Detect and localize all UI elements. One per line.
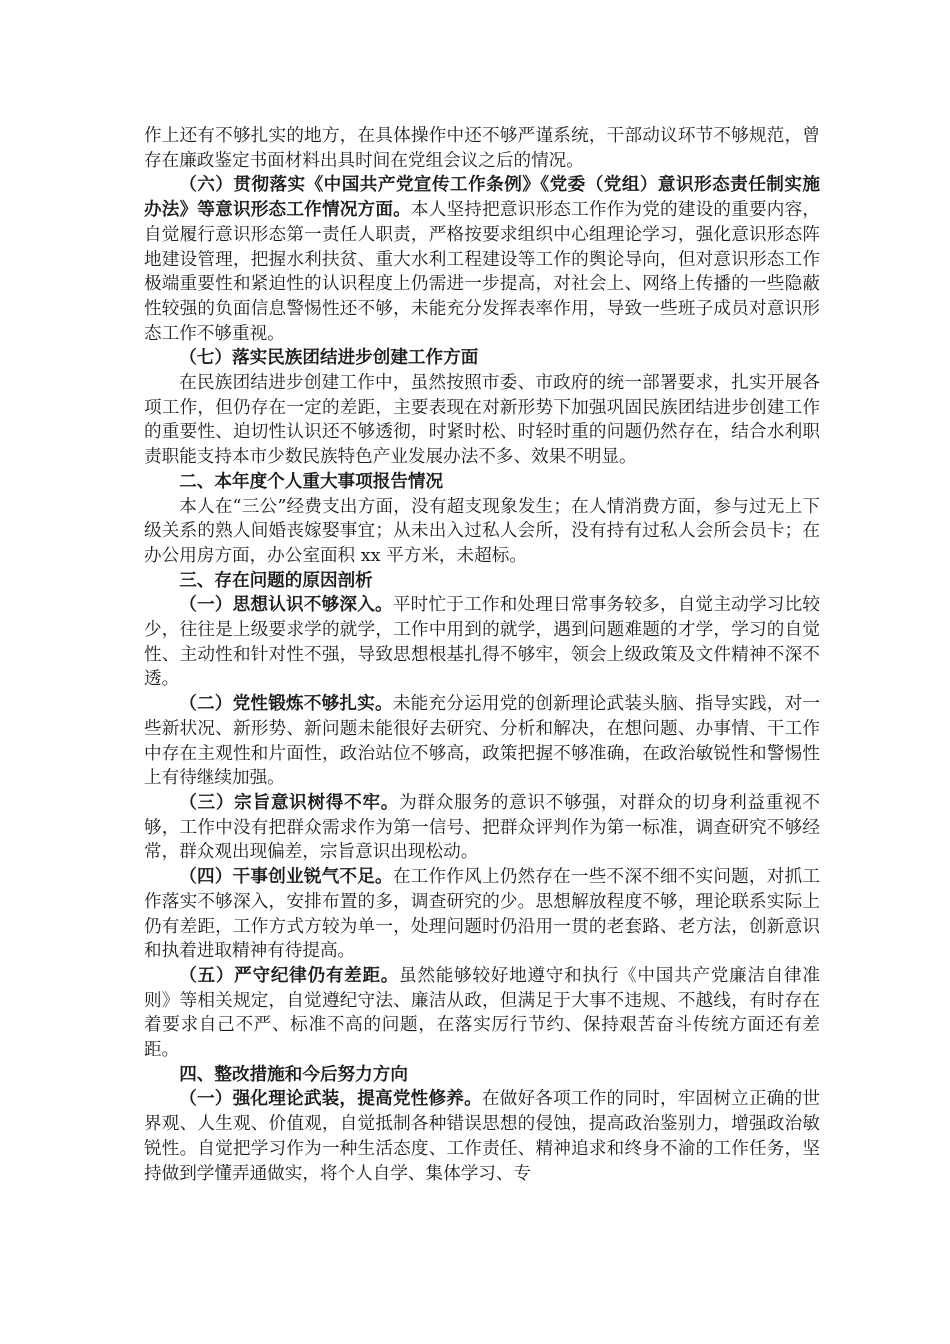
paragraph-text: 本人在“三公”经费支出方面，没有超支现象发生；在人情消费方面，参与过无上下级关系的熟人间婚丧嫁娶事宜；从未出入过私人会所，没有持有过私人会所会员卡；在办公用房方面，办公室面积 xx 平方米，未超标。 [144,496,820,566]
section-heading: 三、存在问题的原因剖析 [179,569,373,591]
paragraph-part-2-title [144,470,820,495]
paragraph-text: 虽然能够较好地遵守和执行《中国共产党廉洁自律准则》等相关规定，自觉遵纪守法、廉洁从政，但满足于大事不违规、不越线，有时存在着要求自己不严、标准不高的问题，在落实厉行节约、保持艰苦奋斗传统方面还有差距。 [144,965,820,1061]
paragraph-continuation [144,124,820,173]
paragraph-text: 作上还有不够扎实的地方，在具体操作中还不够严谨系统，干部动议环节不够规范，曾存在廉政鉴定书面材料出具时间在党组会议之后的情况。 [144,126,820,171]
paragraph-part-3-item-5 [144,964,820,1063]
paragraph-part-3-title [144,569,820,594]
paragraph-part-4-item-1 [144,1087,820,1186]
section-heading: （六）贯彻落实《中国共产党宣传工作条例》《党委（党组）意识形态责任制实施办法》等意识形态工作情况方面。 [144,174,820,221]
paragraph-part-3-item-1 [144,593,820,692]
section-heading: （一）强化理论武装，提高党性修养。 [179,1088,482,1110]
paragraph-section-7-body [144,371,820,470]
section-heading: （二）党性锻炼不够扎实。 [179,693,393,715]
paragraph-part-2-body [144,495,820,569]
section-heading: （三）宗旨意识树得不牢。 [179,791,400,813]
section-heading: （七）落实民族团结进步创建工作方面 [179,347,479,369]
paragraph-part-4-title [144,1063,820,1088]
paragraph-text: 本人坚持把意识形态工作作为党的建设的重要内容，自觉履行意识形态第一责任人职责，严格按要求组织中心组理论学习，强化意识形态阵地建设管理，把握水利扶贫、重大水利工程建设等工作的舆论导向，但对意识形态工作极端重要性和紧迫性的认识程度上仍需进一步提高，对社会上、网络上传播的一些隐蔽性较强的负面信息警惕性还不够，未能充分发挥表率作用，导致一些班子成员对意识形态工作不够重视。 [144,200,820,344]
paragraph-text: 为群众服务的意识不够强，对群众的切身利益重视不够，工作中没有把群众需求作为第一信号、把群众评判作为第一标准，调查研究不够经常，群众观出现偏差，宗旨意识出现松动。 [144,792,820,863]
paragraph-part-3-item-3 [144,791,820,865]
paragraph-section-6 [144,173,820,346]
paragraph-text: 在工作作风上仍然存在一些不深不细不实问题，对抓工作落实不够深入，安排布置的多，调查研究的少。思想解放程度不够，理论联系实际上仍有差距，工作方式方较为单一，处理问题时仍沿用一贯的老套路、老方法，创新意识和执着进取精神有待提高。 [144,867,820,962]
section-heading: （四）干事创业锐气不足。 [179,866,393,888]
document-page [144,124,820,1186]
section-heading: 四、整改措施和今后努力方向 [179,1063,408,1085]
paragraph-text: 未能充分运用党的创新理论武装头脑、指导实践，对一些新状况、新形势、新问题未能很好去研究、分析和解决，在想问题、办事情、干工作中存在主观性和片面性，政治站位不够高，政策把握不够准确，在政治敏锐性和警惕性上有待继续加强。 [144,694,820,789]
paragraph-section-7-title [144,346,820,371]
section-heading: （一）思想认识不够深入。 [179,594,393,616]
paragraph-text: 在做好各项工作的同时，牢固树立正确的世界观、人生观、价值观，自觉抵制各种错误思想的侵蚀，提高政治鉴别力，增强政治敏锐性。自觉把学习作为一种生活态度、工作责任、精神追求和终身不渝的工作任务，坚持做到学懂弄通做实，将个人自学、集体学习、专 [144,1089,820,1184]
paragraph-part-3-item-4 [144,865,820,964]
paragraph-text: 在民族团结进步创建工作中，虽然按照市委、市政府的统一部署要求，扎实开展各项工作，但仍存在一定的差距，主要表现在对新形势下加强巩固民族团结进步创建工作的重要性、迫切性认识还不够透彻，时紧时松、时轻时重的问题仍然存在，结合水利职责职能支持本市少数民族特色产业发展办法不多、效果不明显。 [144,373,820,468]
paragraph-text: 平时忙于工作和处理日常事务较多，自觉主动学习比较少，往往是上级要求学的就学，工作中用到的就学，遇到问题难题的才学，学习的自觉性、主动性和针对性不强，导致思想根基扎得不够牢，领会上级政策及文件精神不深不透。 [144,595,820,690]
paragraph-part-3-item-2 [144,692,820,791]
section-heading: （五）严守纪律仍有差距。 [179,964,400,986]
section-heading: 二、本年度个人重大事项报告情况 [179,470,444,492]
